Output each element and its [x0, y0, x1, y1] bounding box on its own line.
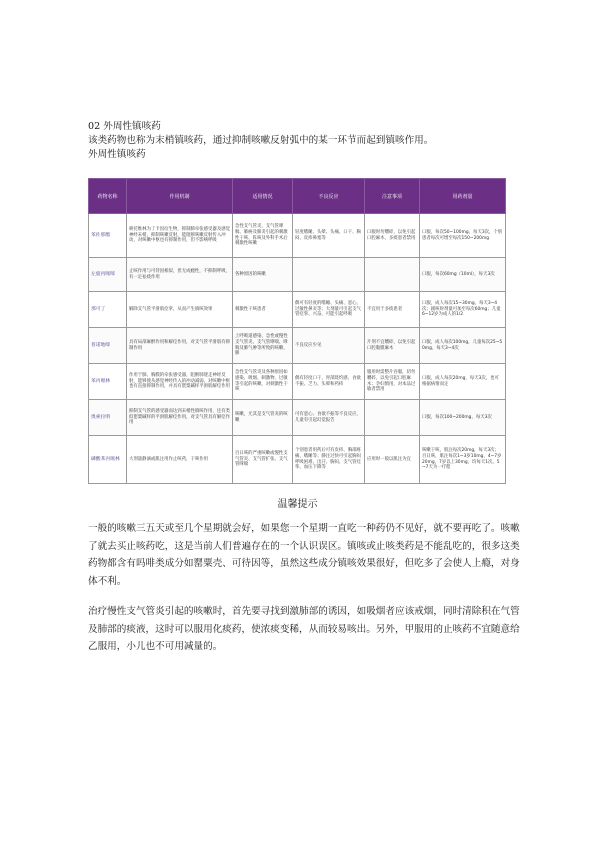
section-heading	[88, 120, 518, 162]
drug-name-cell: 苯佐那酯	[89, 214, 127, 258]
drug-name-cell: 普诺地嗪	[89, 328, 127, 364]
table-cell: 口服，成人每次100mg，儿童每次25~50mg，每天3~4次	[420, 328, 506, 364]
table-row	[89, 328, 506, 364]
table-cell: 口服时勿嚼碎，以免引起口腔麻木，多痰患者禁用	[365, 214, 420, 258]
column-header: 用药剂量	[420, 179, 506, 214]
table-row	[89, 214, 506, 258]
table-row	[89, 436, 506, 484]
table-cell: 各种原因的咳嗽	[233, 258, 293, 292]
table-cell: 偶可有轻度的嗜睡、头痛、恶心，过敏性鼻炎等；大剂量可引起支气管痉挛、兴奋，可能引起呼吸	[293, 292, 365, 328]
drug-name-cell: 左旋丙哌嗪	[89, 258, 127, 292]
column-header: 注意事项	[365, 179, 420, 214]
table-cell: 刺激性干咳患者	[233, 292, 293, 328]
table-cell: 急性支气管炎及各种原因如感染、吸烟、刺激物、过敏等引起的咳嗽，对刺激性干咳	[233, 364, 293, 400]
section-title: 02 外周性镇咳药	[88, 121, 161, 132]
table-cell	[293, 258, 365, 292]
tips-title: 温馨提示	[277, 499, 318, 510]
column-header: 适用情况	[233, 179, 293, 214]
tips-paragraph-2: 治疗慢性支气管炎引起的咳嗽时，首先要寻找到激肺部的诱因，如吸烟者应该戒烟，同时清除积在气管及肺部的痰液，这时可以服用化痰药，使浓痰变稀，从而较易咳出。另外，甲服用的止咳药不宜随意给乙服用，小儿也不可用减量的。	[88, 606, 520, 653]
drug-name-cell: 奥索拉明	[89, 400, 127, 436]
table-cell: 急性支气管炎、支气管哮喘、肺癌及肺炎引起的刺激性干咳、阵咳及外科手术后刺激性咳嗽	[233, 214, 293, 258]
table-cell: 上呼吸道感染、急性或慢性支气管炎、支气管哮喘、哮喘及肺气肿等所致的咳嗽、肺	[233, 328, 293, 364]
section-subtitle: 外周性镇咳药	[88, 149, 146, 160]
table-cell: 轻度嗜睡、头晕、头痛、口干、胸闷、皮疹鼻塞等	[293, 214, 365, 258]
table-row	[89, 364, 506, 400]
table-cell: 可有恶心、食欲不振等不良反应，儿童有引起幻觉报告	[293, 400, 365, 436]
drug-name-cell: 苯丙哌林	[89, 364, 127, 400]
table-cell: 咳嗽干咳，肌注每次20mg，每天3次；百日咳，肌注每次1~3岁10mg，4~7岁20mg，7岁以上30mg，均每天1次，5~7天为一疗程	[420, 436, 506, 484]
table-cell: 咳嗽，尤其是支气管炎的咳嗽	[233, 400, 293, 436]
drug-name-cell: 磷酸苯丙哌林	[89, 436, 127, 484]
table-cell: 口服，每次60mg（10ml），每天3次	[420, 258, 506, 292]
table-cell: 片剂不宜嚼碎，以免引起口腔黏膜麻木	[365, 328, 420, 364]
table-cell: 大剂量静滴或肌注用作止咳药，干咳作用	[127, 436, 233, 484]
table-cell: 解除支气管平滑肌痉挛，从而产生镇咳效果	[127, 292, 233, 328]
table-cell: 偶有轻度口干、胃部烧灼感、食欲不振、乏力、头晕和药疹	[293, 364, 365, 400]
table-cell	[365, 400, 420, 436]
table-cell: 应用时一般以肌注为宜	[365, 436, 420, 484]
table-cell: 口服，成人每次15~30mg，每天3~4次；剧咳时剂量可加至每次60mg；儿童6~12岁为成人的1/2	[420, 292, 506, 328]
table-cell: 口服，成人每次20mg，每天3次，也可根据病情而定	[420, 364, 506, 400]
table-cell: 具有局部麻醉作用和解痉作用，对支气管平滑肌有抑制作用	[127, 328, 233, 364]
column-header: 药物名称	[89, 179, 127, 214]
table-cell: 抑制支气管的感受器而达到末梢性镇咳作用，还有类似罂粟碱样的平滑肌解痉作用，对支气管具有解痉作用	[127, 400, 233, 436]
table-cell: 口服，每次100~200mg，每天3次	[420, 400, 506, 436]
table-cell: 百日咳的严重咳嗽或慢性支气管炎、支气管扩张、支气管哮喘	[233, 436, 293, 484]
table-cell: 服用时需整片吞服，切勿嚼碎，以免引起口腔麻木；孕妇慎用，对本品过敏者禁用	[365, 364, 420, 400]
table-cell: 口服，每次50~100mg，每天3次，个别患者每次可增至每次150~200mg	[420, 214, 506, 258]
table-header-row	[89, 179, 506, 214]
tips-paragraph-1: 一般的咳嗽三五天或至几个星期就会好，如果您一个星期一直吃一种药仍不见好，就不要再吃了。咳嗽了就去买止咳药吃，这是当前人们普遍存在的一个认识误区。镇咳或止咳类药是不能乱吃的，很多这类药物都含有吗啡类成分如罂粟壳、可待因等，虽然这些成分镇咳效果很好，但吃多了会使人上瘾，对身体不利。	[88, 523, 520, 587]
column-header: 作用机制	[127, 179, 233, 214]
table-cell: 止咳作用与可待因相似，但无成瘾性，不抑制呼吸，有一定祛痰作用	[127, 258, 233, 292]
section-description: 该类药物也称为末梢镇咳药，通过抑制咳嗽反射弧中的某一环节而起到镇咳作用。	[88, 135, 434, 146]
drug-table	[88, 178, 506, 484]
drug-name-cell: 那可丁	[89, 292, 127, 328]
table-cell: 作用于肺、胸膜的牵张感受器，阻断肺迷走神经反射，能够使从感觉神经传入的冲动减弱，对咳嗽中枢也有直接抑制作用，并具有罂粟碱样平滑肌解痉作用	[127, 364, 233, 400]
table-cell: 不宜用于多痰患者	[365, 292, 420, 328]
table-cell: 个别患者用药后可有皮疹、胸部疼痛、嗜睡等；静注过快可引起胸闷呼吸困难、出汗、胸闷、支气管痉挛、血压下降等	[293, 436, 365, 484]
table-row	[89, 292, 506, 328]
table-cell	[365, 258, 420, 292]
table-row	[89, 258, 506, 292]
table-cell: 喷托维林为丁卡因衍生物，抑制肺牵张感受器及感觉神经末梢，抑制咳嗽反射，能阻断咳嗽反射传入冲动，对咳嗽中枢也有抑制作用，但不影响呼吸	[127, 214, 233, 258]
table-row	[89, 400, 506, 436]
column-header: 不良反应	[293, 179, 365, 214]
table-cell: 不良反应少见	[293, 328, 365, 364]
